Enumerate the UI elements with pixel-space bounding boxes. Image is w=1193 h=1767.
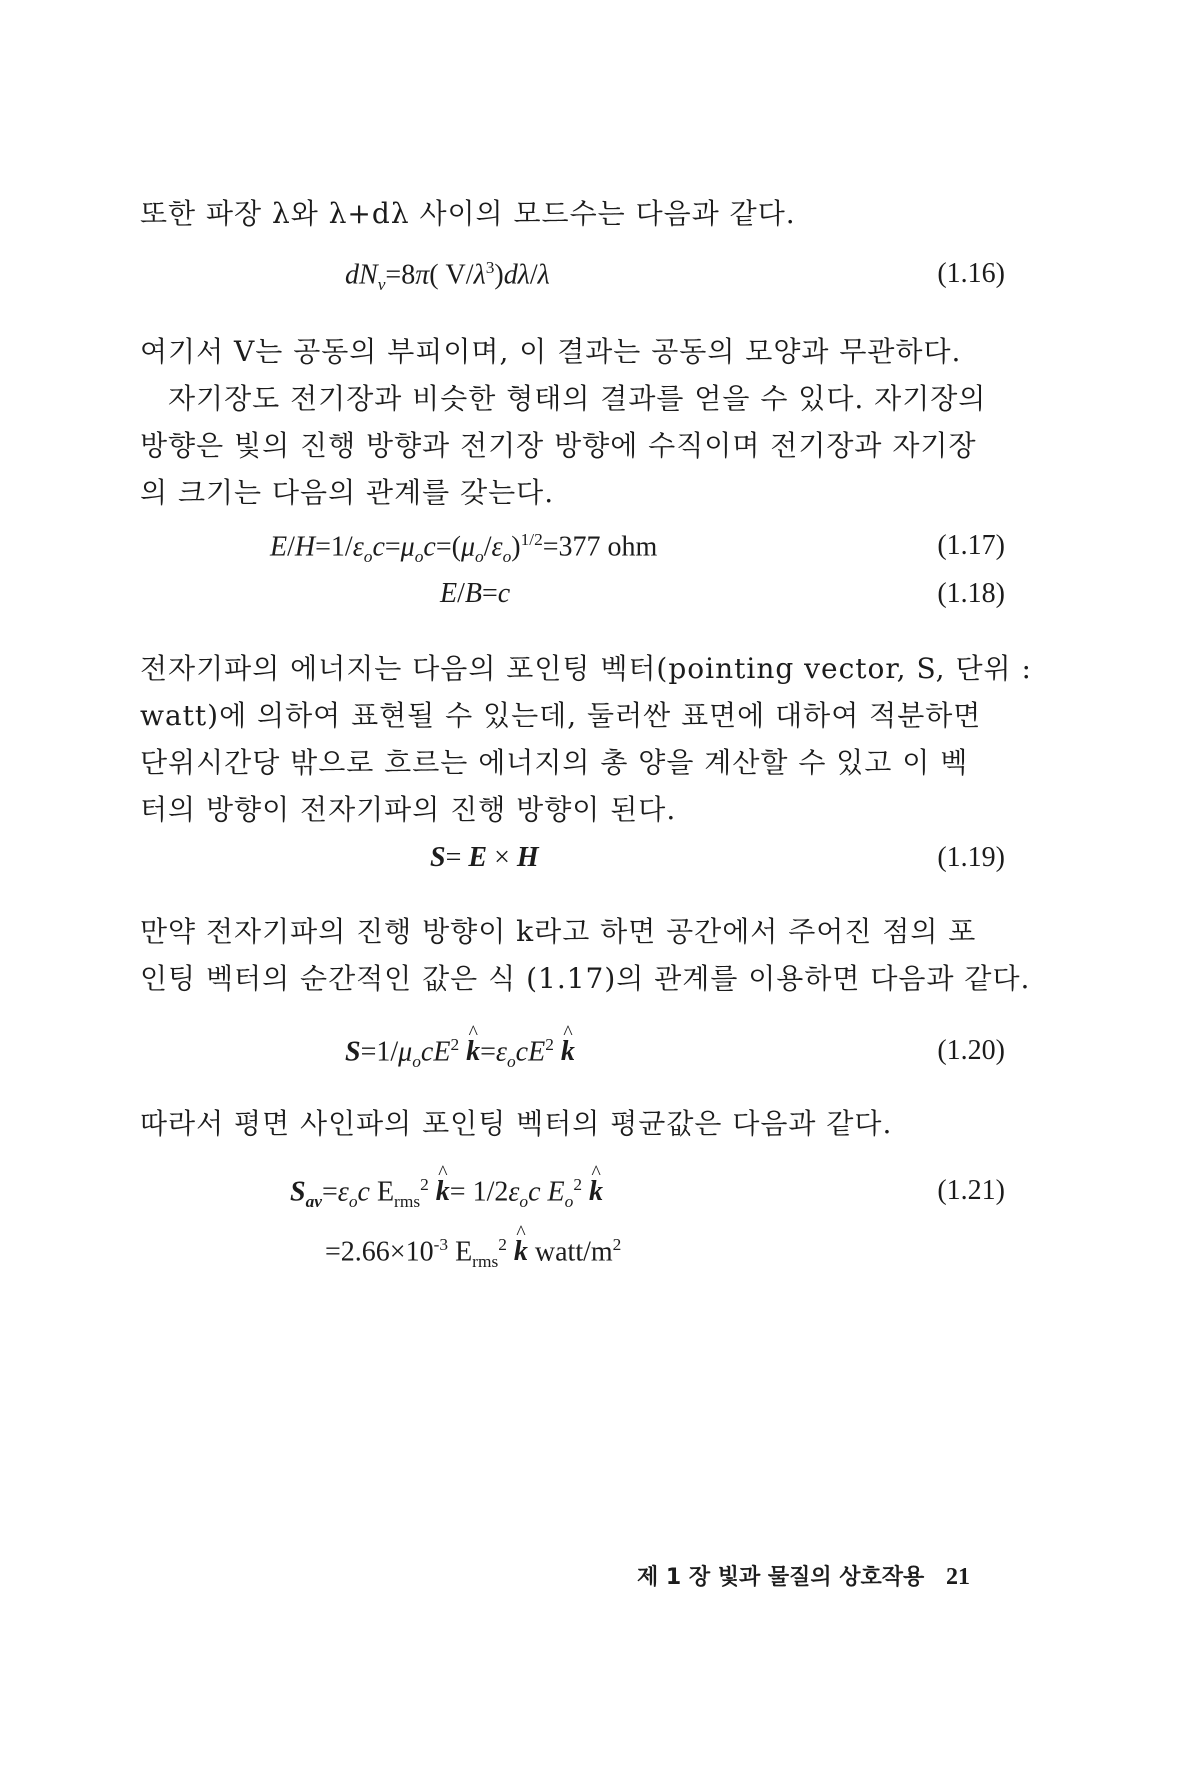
equation-expression: $S_{av}=\varepsilon_oc$ $E_{rms}^2$ ^ $k= 1/2\varepsilon_oc$ $E_o^2$ ^ k	[290, 1175, 603, 1212]
equation-number: (1.20)	[937, 1035, 1005, 1066]
equation-1-17	[140, 530, 1005, 570]
text-line: 방향은 빛의 진행 방향과 전기장 방향에 수직이며 전기장과 자기장	[140, 429, 977, 462]
equation-number: (1.16)	[937, 258, 1005, 289]
paragraph-magnetic-field	[140, 328, 1005, 516]
text-line: watt)에 의하여 표현될 수 있는데, 둘러싼 표면에 대하여 적분하면	[140, 699, 982, 732]
equation-number: (1.19)	[937, 842, 1005, 873]
equation-1-21	[140, 1175, 1005, 1215]
text-line: 따라서 평면 사인파의 포인팅 벡터의 평균값은 다음과 같다.	[140, 1107, 893, 1140]
paragraph-average	[140, 1100, 1005, 1147]
text-line: 또한 파장 λ와 λ+dλ 사이의 모드수는 다음과 같다.	[140, 197, 796, 230]
text-line: 자기장도 전기장과 비슷한 형태의 결과를 얻을 수 있다. 자기장의	[168, 382, 987, 415]
text-line: 전자기파의 에너지는 다음의 포인팅 벡터(pointing vector, S, 단위 :	[140, 652, 1032, 685]
equation-number: (1.21)	[937, 1175, 1005, 1206]
equation-expression: $=2.66\times 10^{-3}$ $E_{rms}^2$ ^ k watt/$m^2$	[325, 1235, 621, 1272]
equation-expression: S= E × H	[430, 842, 539, 873]
text-line: 단위시간당 밖으로 흐르는 에너지의 총 양을 계산할 수 있고 이 벡	[140, 746, 969, 779]
equation-1-20	[140, 1035, 1005, 1075]
equation-expression: E/B=c	[440, 578, 511, 609]
equation-number: (1.18)	[937, 578, 1005, 609]
text-line: 터의 방향이 전자기파의 진행 방향이 된다.	[140, 793, 677, 826]
text-line: 인팅 벡터의 순간적인 값은 식 (1.17)의 관계를 이용하면 다음과 같다.	[140, 962, 1031, 995]
equation-number: (1.17)	[937, 530, 1005, 561]
chapter-title: 제 1 장 빛과 물질의 상호작용	[636, 1565, 925, 1590]
equation-1-18	[140, 578, 1005, 618]
paragraph-mode-intro	[140, 190, 1005, 237]
page-footer	[600, 1560, 970, 1591]
text-line: 만약 전자기파의 진행 방향이 k라고 하면 공간에서 주어진 점의 포	[140, 915, 977, 948]
text-line: 여기서 V는 공동의 부피이며, 이 결과는 공동의 모양과 무관하다.	[140, 335, 962, 368]
equation-expression: $S=1/\mu_ocE^2$ ^ $k=\varepsilon_ocE^2$ ^ k	[345, 1035, 575, 1072]
equation-expression: $E/H=1/\varepsilon_oc=\mu_oc=(\mu_o/\varepsilon_o)^{1/2}=377$ ohm	[270, 530, 658, 566]
page-number: 21	[946, 1564, 970, 1590]
paragraph-pointing-vector	[140, 645, 1032, 833]
equation-1-21-continued	[140, 1235, 1005, 1275]
paragraph-instant-value	[140, 908, 1031, 1002]
text-line: 의 크기는 다음의 관계를 갖는다.	[140, 476, 555, 509]
equation-1-16	[140, 258, 1005, 298]
equation-1-19	[140, 842, 1005, 882]
equation-expression: $dN_\nu=8\pi$( $V/\lambda^3)d\lambda/\lambda$	[345, 258, 550, 294]
